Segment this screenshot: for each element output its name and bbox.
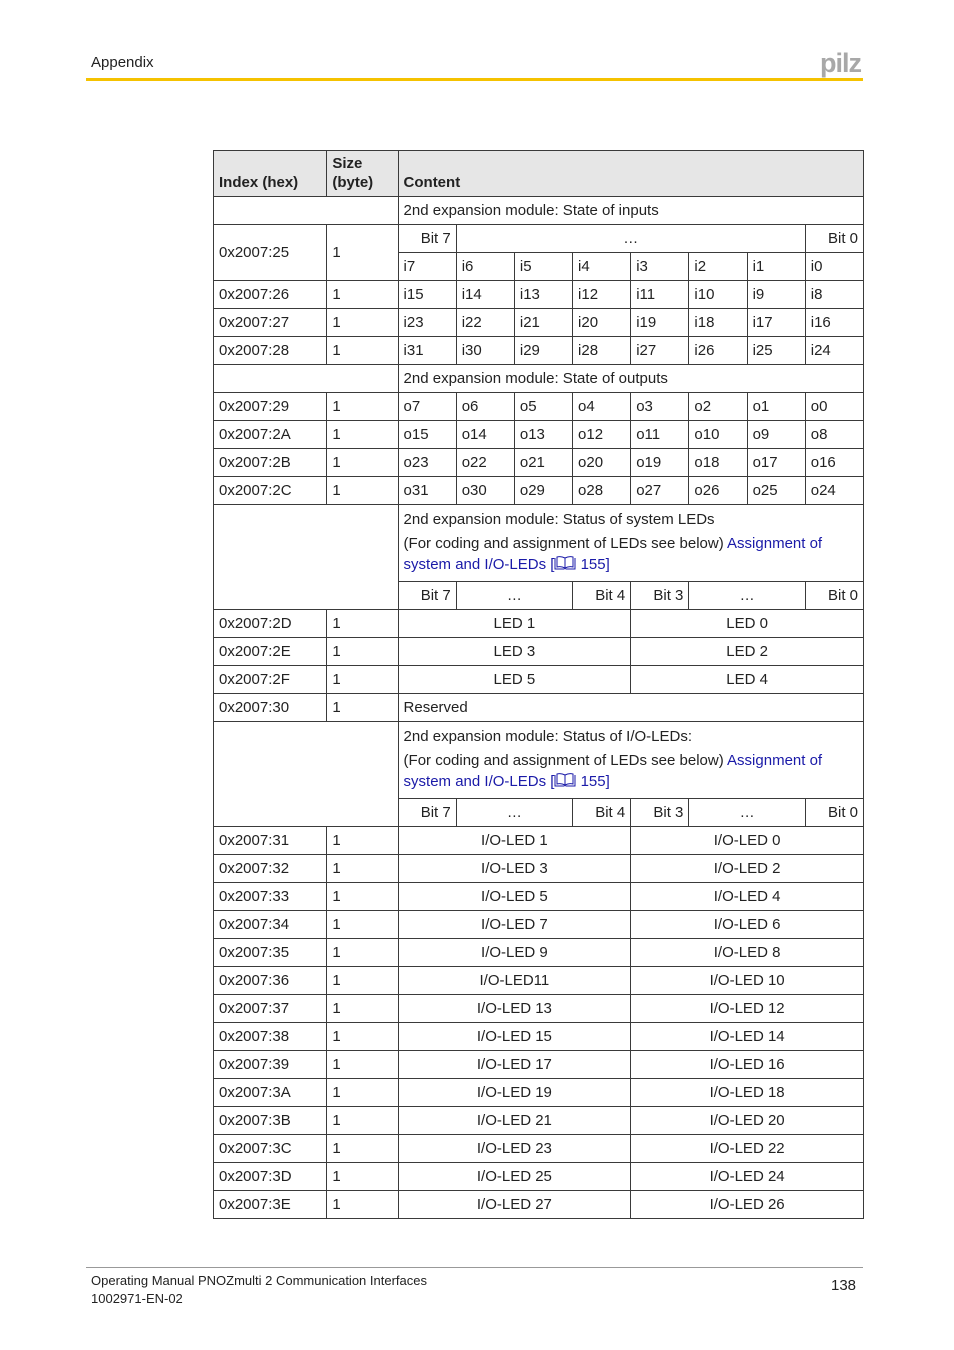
led-high-cell: I/O-LED 25 xyxy=(398,1163,631,1191)
index-cell: 0x2007:32 xyxy=(214,855,327,883)
table-row xyxy=(214,1135,864,1163)
bit0-label: Bit 0 xyxy=(805,582,863,610)
bit-cell: i21 xyxy=(514,309,572,337)
ellipsis-cell: … xyxy=(689,582,805,610)
led-high-cell: LED 3 xyxy=(398,638,631,666)
assignment-link[interactable]: Assignment of system and I/O-LEDs [ 155] xyxy=(403,752,823,790)
size-cell: 1 xyxy=(327,883,398,911)
size-cell: 1 xyxy=(327,855,398,883)
bit-cell: i11 xyxy=(631,281,689,309)
index-cell: 0x2007:26 xyxy=(214,281,327,309)
led-high-cell: I/O-LED 7 xyxy=(398,911,631,939)
index-cell: 0x2007:2B xyxy=(214,449,327,477)
bit-cell: o18 xyxy=(689,449,747,477)
section-title: 2nd expansion module: Status of system LEDs xyxy=(403,511,715,528)
bit-cell: i10 xyxy=(689,281,747,309)
ellipsis-cell: … xyxy=(689,799,805,827)
footer-document-number: 1002971-EN-02 xyxy=(91,1291,183,1306)
size-cell: 1 xyxy=(327,666,398,694)
table-row xyxy=(214,939,864,967)
table-row xyxy=(214,855,864,883)
index-cell: 0x2007:3C xyxy=(214,1135,327,1163)
table-row xyxy=(214,995,864,1023)
size-cell: 1 xyxy=(327,911,398,939)
index-cell: 0x2007:36 xyxy=(214,967,327,995)
bit-cell: o4 xyxy=(573,393,631,421)
bit0-label: Bit 0 xyxy=(805,799,863,827)
empty-cell xyxy=(214,505,399,610)
index-cell: 0x2007:2C xyxy=(214,477,327,505)
index-cell: 0x2007:38 xyxy=(214,1023,327,1051)
led-high-cell: I/O-LED 5 xyxy=(398,883,631,911)
bit-cell: o30 xyxy=(456,477,514,505)
table-row xyxy=(214,337,864,365)
bit-cell: i1 xyxy=(747,253,805,281)
bit3-label: Bit 3 xyxy=(631,582,689,610)
led-low-cell: LED 4 xyxy=(631,666,864,694)
bit-cell: i20 xyxy=(573,309,631,337)
table-row xyxy=(214,449,864,477)
bit-cell: o26 xyxy=(689,477,747,505)
led-low-cell: I/O-LED 10 xyxy=(631,967,864,995)
table-row xyxy=(214,393,864,421)
bit-cell: i30 xyxy=(456,337,514,365)
bit-cell: o23 xyxy=(398,449,456,477)
index-cell: 0x2007:2E xyxy=(214,638,327,666)
led-low-cell: I/O-LED 2 xyxy=(631,855,864,883)
led-high-cell: I/O-LED 19 xyxy=(398,1079,631,1107)
bit-cell: i8 xyxy=(805,281,863,309)
size-cell: 1 xyxy=(327,1107,398,1135)
section-description-row xyxy=(214,505,864,582)
table-row xyxy=(214,309,864,337)
bit-cell: i19 xyxy=(631,309,689,337)
header-divider xyxy=(86,78,863,81)
bit-cell: o11 xyxy=(631,421,689,449)
bit-cell: i28 xyxy=(573,337,631,365)
index-cell: 0x2007:35 xyxy=(214,939,327,967)
table-header-row xyxy=(214,151,864,197)
bit-cell: o2 xyxy=(689,393,747,421)
size-cell: 1 xyxy=(327,827,398,855)
index-cell: 0x2007:33 xyxy=(214,883,327,911)
bit-cell: o22 xyxy=(456,449,514,477)
index-cell: 0x2007:31 xyxy=(214,827,327,855)
header-index: Index (hex) xyxy=(214,151,327,197)
reserved-cell: Reserved xyxy=(398,694,863,722)
header-content: Content xyxy=(398,151,863,197)
led-low-cell: I/O-LED 4 xyxy=(631,883,864,911)
empty-cell xyxy=(214,197,399,225)
table-row xyxy=(214,477,864,505)
index-cell: 0x2007:3D xyxy=(214,1163,327,1191)
bit-cell: o6 xyxy=(456,393,514,421)
header-section-title: Appendix xyxy=(91,54,154,71)
bit-cell: i12 xyxy=(573,281,631,309)
led-high-cell: I/O-LED 27 xyxy=(398,1191,631,1219)
bit7-label: Bit 7 xyxy=(398,225,456,253)
size-cell: 1 xyxy=(327,281,398,309)
bit-cell: i18 xyxy=(689,309,747,337)
bit-cell: o16 xyxy=(805,449,863,477)
bit-cell: i26 xyxy=(689,337,747,365)
index-cell: 0x2007:27 xyxy=(214,309,327,337)
index-cell: 0x2007:2D xyxy=(214,610,327,638)
bit-header-row xyxy=(214,225,864,253)
led-low-cell: LED 0 xyxy=(631,610,864,638)
system-leds-description xyxy=(398,505,863,582)
bit-cell: o5 xyxy=(514,393,572,421)
led-low-cell: I/O-LED 20 xyxy=(631,1107,864,1135)
bit-cell: i14 xyxy=(456,281,514,309)
size-cell: 1 xyxy=(327,337,398,365)
size-cell: 1 xyxy=(327,477,398,505)
bit-cell: i31 xyxy=(398,337,456,365)
size-cell: 1 xyxy=(327,1163,398,1191)
bit-cell: o1 xyxy=(747,393,805,421)
size-cell: 1 xyxy=(327,449,398,477)
size-cell: 1 xyxy=(327,694,398,722)
bit-cell: o15 xyxy=(398,421,456,449)
bit-cell: o19 xyxy=(631,449,689,477)
led-high-cell: I/O-LED 21 xyxy=(398,1107,631,1135)
led-high-cell: I/O-LED 9 xyxy=(398,939,631,967)
bit-cell: o31 xyxy=(398,477,456,505)
inputs-section-title: 2nd expansion module: State of inputs xyxy=(398,197,863,225)
pilz-logo: pilz xyxy=(820,48,861,78)
size-cell: 1 xyxy=(327,610,398,638)
empty-cell xyxy=(214,365,399,393)
size-cell: 1 xyxy=(327,967,398,995)
book-icon xyxy=(554,556,576,570)
bit-cell: o28 xyxy=(573,477,631,505)
index-cell: 0x2007:30 xyxy=(214,694,327,722)
book-icon xyxy=(554,773,576,787)
bit-cell: o13 xyxy=(514,421,572,449)
led-high-cell: I/O-LED 17 xyxy=(398,1051,631,1079)
led-low-cell: I/O-LED 18 xyxy=(631,1079,864,1107)
bit-cell: i15 xyxy=(398,281,456,309)
reserved-row xyxy=(214,694,864,722)
bit-cell: i24 xyxy=(805,337,863,365)
outputs-section-title: 2nd expansion module: State of outputs xyxy=(398,365,863,393)
bit-cell: o10 xyxy=(689,421,747,449)
section-title: 2nd expansion module: Status of I/O-LEDs: xyxy=(403,728,693,745)
index-cell: 0x2007:39 xyxy=(214,1051,327,1079)
index-cell: 0x2007:34 xyxy=(214,911,327,939)
size-cell: 1 xyxy=(327,309,398,337)
section-description-row xyxy=(214,722,864,799)
section-title-row xyxy=(214,365,864,393)
bit-cell: o25 xyxy=(747,477,805,505)
led-low-cell: I/O-LED 16 xyxy=(631,1051,864,1079)
index-cell: 0x2007:3B xyxy=(214,1107,327,1135)
led-low-cell: I/O-LED 8 xyxy=(631,939,864,967)
bit-cell: i0 xyxy=(805,253,863,281)
led-low-cell: I/O-LED 0 xyxy=(631,827,864,855)
table-row xyxy=(214,666,864,694)
index-cell: 0x2007:29 xyxy=(214,393,327,421)
coding-note: (For coding and assignment of LEDs see below) Assignment of system and I/O-LEDs [ 155] xyxy=(403,535,823,573)
size-cell: 1 xyxy=(327,995,398,1023)
bit-cell: i25 xyxy=(747,337,805,365)
bit7-label: Bit 7 xyxy=(398,799,456,827)
bit-cell: o12 xyxy=(573,421,631,449)
led-low-cell: I/O-LED 26 xyxy=(631,1191,864,1219)
led-high-cell: LED 1 xyxy=(398,610,631,638)
ellipsis-cell: … xyxy=(456,582,572,610)
footer-manual-title: Operating Manual PNOZmulti 2 Communication Interfaces xyxy=(91,1273,427,1288)
bit-cell: o9 xyxy=(747,421,805,449)
size-cell: 1 xyxy=(327,393,398,421)
bit-cell: i29 xyxy=(514,337,572,365)
led-high-cell: LED 5 xyxy=(398,666,631,694)
led-high-cell: I/O-LED 23 xyxy=(398,1135,631,1163)
index-cell: 0x2007:2A xyxy=(214,421,327,449)
led-low-cell: I/O-LED 14 xyxy=(631,1023,864,1051)
io-leds-description xyxy=(398,722,863,799)
bit-cell: i4 xyxy=(573,253,631,281)
bit-cell: i7 xyxy=(398,253,456,281)
table-row xyxy=(214,638,864,666)
led-low-cell: I/O-LED 6 xyxy=(631,911,864,939)
ellipsis-cell: … xyxy=(456,799,572,827)
size-cell: 1 xyxy=(327,939,398,967)
bit-cell: i16 xyxy=(805,309,863,337)
table-row xyxy=(214,911,864,939)
bit-cell: o29 xyxy=(514,477,572,505)
bit-cell: o0 xyxy=(805,393,863,421)
bit-cell: i23 xyxy=(398,309,456,337)
bit-cell: o8 xyxy=(805,421,863,449)
led-low-cell: LED 2 xyxy=(631,638,864,666)
table-row xyxy=(214,1163,864,1191)
size-cell: 1 xyxy=(327,1023,398,1051)
led-low-cell: I/O-LED 22 xyxy=(631,1135,864,1163)
size-cell: 1 xyxy=(327,1135,398,1163)
bit-cell: i3 xyxy=(631,253,689,281)
bit-cell: o3 xyxy=(631,393,689,421)
led-high-cell: I/O-LED 13 xyxy=(398,995,631,1023)
led-low-cell: I/O-LED 24 xyxy=(631,1163,864,1191)
coding-note: (For coding and assignment of LEDs see below) Assignment of system and I/O-LEDs [ 155] xyxy=(403,752,823,790)
index-cell: 0x2007:3A xyxy=(214,1079,327,1107)
table-row xyxy=(214,281,864,309)
led-high-cell: I/O-LED 3 xyxy=(398,855,631,883)
size-cell: 1 xyxy=(327,1079,398,1107)
size-cell: 1 xyxy=(327,225,398,281)
bit-cell: i13 xyxy=(514,281,572,309)
size-cell: 1 xyxy=(327,638,398,666)
bit-cell: o21 xyxy=(514,449,572,477)
table-row xyxy=(214,967,864,995)
section-title-row xyxy=(214,197,864,225)
table-row xyxy=(214,610,864,638)
page-number: 138 xyxy=(831,1277,857,1294)
size-cell: 1 xyxy=(327,1191,398,1219)
table-row xyxy=(214,1023,864,1051)
led-high-cell: I/O-LED 1 xyxy=(398,827,631,855)
table-row xyxy=(214,1051,864,1079)
bit4-label: Bit 4 xyxy=(573,582,631,610)
bit-cell: o17 xyxy=(747,449,805,477)
bit-cell: i17 xyxy=(747,309,805,337)
table-body xyxy=(214,197,864,1219)
index-cell: 0x2007:28 xyxy=(214,337,327,365)
table-row xyxy=(214,421,864,449)
led-high-cell: I/O-LED 15 xyxy=(398,1023,631,1051)
bit-cell: i9 xyxy=(747,281,805,309)
led-low-cell: I/O-LED 12 xyxy=(631,995,864,1023)
bit-cell: o24 xyxy=(805,477,863,505)
assignment-link[interactable]: Assignment of system and I/O-LEDs [ 155] xyxy=(403,535,823,573)
table-row xyxy=(214,1107,864,1135)
bit7-label: Bit 7 xyxy=(398,582,456,610)
led-high-cell: I/O-LED11 xyxy=(398,967,631,995)
bit3-label: Bit 3 xyxy=(631,799,689,827)
table-row xyxy=(214,827,864,855)
bit-cell: i6 xyxy=(456,253,514,281)
bit0-label: Bit 0 xyxy=(805,225,863,253)
empty-cell xyxy=(214,722,399,827)
bit-cell: i5 xyxy=(514,253,572,281)
ellipsis-cell: … xyxy=(456,225,805,253)
index-cell: 0x2007:25 xyxy=(214,225,327,281)
bit-cell: i27 xyxy=(631,337,689,365)
index-cell: 0x2007:2F xyxy=(214,666,327,694)
index-cell: 0x2007:3E xyxy=(214,1191,327,1219)
header-size: Size (byte) xyxy=(327,151,398,197)
table-row xyxy=(214,1079,864,1107)
object-index-table xyxy=(213,150,864,1219)
size-cell: 1 xyxy=(327,1051,398,1079)
bit-cell: i2 xyxy=(689,253,747,281)
bit-cell: o7 xyxy=(398,393,456,421)
bit-cell: o14 xyxy=(456,421,514,449)
index-cell: 0x2007:37 xyxy=(214,995,327,1023)
bit-cell: o27 xyxy=(631,477,689,505)
footer-divider xyxy=(86,1267,863,1268)
table-row xyxy=(214,883,864,911)
bit4-label: Bit 4 xyxy=(573,799,631,827)
size-cell: 1 xyxy=(327,421,398,449)
table-row xyxy=(214,1191,864,1219)
bit-cell: i22 xyxy=(456,309,514,337)
bit-cell: o20 xyxy=(573,449,631,477)
